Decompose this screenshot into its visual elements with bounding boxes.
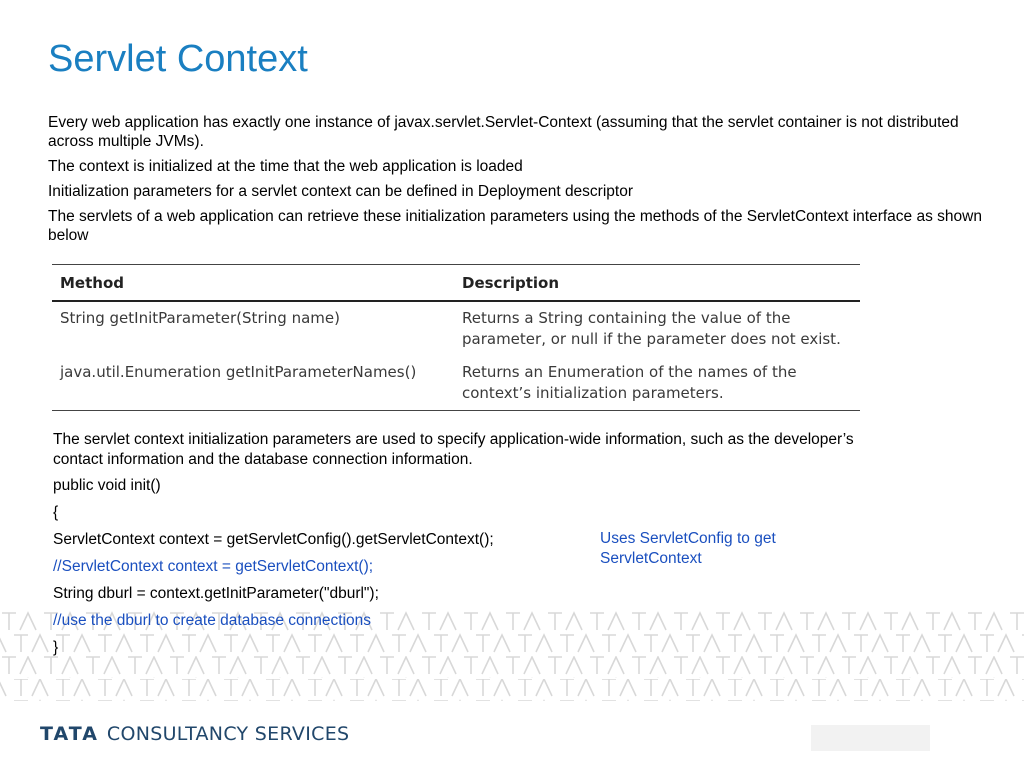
column-header-method: Method <box>52 265 454 302</box>
code-comment-line: //use the dburl to create database connections <box>53 612 371 629</box>
intro-paragraph: Every web application has exactly one instance of javax.servlet.Servlet-Context (assuming that the servlet container is not distributed across multiple JVMs). <box>48 114 959 150</box>
code-line: { <box>53 504 59 521</box>
description-cell: Returns a String containing the value of the parameter, or null if the parameter does not exist. <box>462 309 841 348</box>
code-comment-line: //ServletContext context = getServletContext(); <box>53 558 374 575</box>
intro-paragraphs <box>48 113 983 251</box>
code-annotation: Uses ServletConfig to get ServletContext <box>600 530 776 567</box>
code-line: ServletContext context = getServletConfig().getServletContext(); <box>53 531 494 548</box>
intro-paragraph: The servlets of a web application can retrieve these initialization parameters using the methods of the ServletContext interface as shown below <box>48 208 982 244</box>
logo-brand: TATA <box>40 723 99 745</box>
tcs-logo <box>40 722 349 746</box>
code-line: public void init() <box>53 477 161 494</box>
intro-paragraph: Initialization parameters for a servlet context can be defined in Deployment descriptor <box>48 183 633 200</box>
methods-table <box>52 264 860 411</box>
context-description: The servlet context initialization parameters are used to specify application-wide information, such as the developer’s contact information and the database connection information. <box>53 431 854 468</box>
method-cell: java.util.Enumeration getInitParameterNames() <box>52 356 454 411</box>
slide-title: Servlet Context <box>48 38 308 80</box>
table-header-row <box>52 265 860 302</box>
code-line: } <box>53 639 59 656</box>
intro-paragraph: The context is initialized at the time that the web application is loaded <box>48 158 523 175</box>
column-header-description: Description <box>454 265 860 302</box>
footer-placeholder-box <box>811 725 930 751</box>
table-row <box>52 301 860 356</box>
code-line: String dburl = context.getInitParameter("dburl"); <box>53 585 379 602</box>
description-cell: Returns an Enumeration of the names of the context’s initialization parameters. <box>454 356 860 411</box>
table-row <box>52 356 860 411</box>
method-cell: String getInitParameter(String name) <box>60 309 340 327</box>
logo-name: CONSULTANCY SERVICES <box>106 723 350 745</box>
